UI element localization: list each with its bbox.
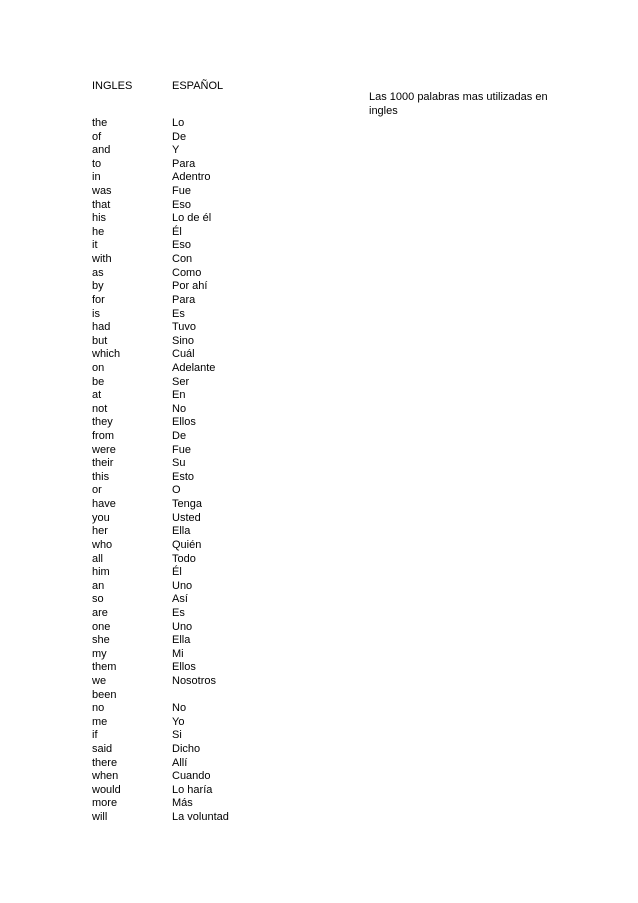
spanish-word: Lo bbox=[172, 117, 185, 129]
spanish-word: Ellos bbox=[172, 661, 196, 674]
word-row bbox=[92, 457, 292, 471]
spanish-word: Fue bbox=[172, 443, 191, 456]
word-row bbox=[92, 444, 292, 458]
english-word: there bbox=[92, 756, 118, 769]
english-word: them bbox=[92, 661, 117, 674]
spanish-word: Por ahí bbox=[172, 280, 208, 293]
word-row bbox=[92, 484, 292, 498]
word-row bbox=[92, 239, 292, 253]
english-word: had bbox=[92, 321, 111, 334]
spanish-word: Uno bbox=[172, 620, 193, 633]
word-row bbox=[92, 607, 292, 621]
english-word: she bbox=[92, 634, 110, 647]
english-word: you bbox=[92, 511, 110, 524]
spanish-word: Para bbox=[172, 157, 196, 170]
spanish-word: Esto bbox=[172, 470, 195, 483]
english-word: said bbox=[92, 743, 113, 756]
word-row bbox=[92, 621, 292, 635]
english-word: to bbox=[92, 157, 102, 170]
english-word: which bbox=[92, 348, 121, 361]
spanish-word: Como bbox=[172, 266, 202, 279]
word-row bbox=[92, 580, 292, 594]
document-note: Las 1000 palabras mas utilizadas en ingles bbox=[369, 91, 548, 117]
word-row bbox=[92, 294, 292, 308]
english-word: it bbox=[92, 239, 98, 252]
english-word: with bbox=[92, 253, 112, 266]
spanish-word: Yo bbox=[172, 715, 185, 728]
word-row bbox=[92, 729, 292, 743]
english-word: or bbox=[92, 484, 102, 497]
spanish-word: Lo haría bbox=[172, 783, 213, 796]
english-word: no bbox=[92, 702, 105, 715]
english-word: were bbox=[92, 443, 116, 456]
word-row bbox=[92, 362, 292, 376]
spanish-word: Y bbox=[172, 144, 180, 157]
english-word: of bbox=[92, 130, 102, 143]
english-word: be bbox=[92, 375, 105, 388]
spanish-word: Cuál bbox=[172, 348, 195, 361]
spanish-word: Lo de él bbox=[172, 212, 212, 225]
spanish-word: Es bbox=[172, 606, 185, 619]
english-word: was bbox=[92, 185, 112, 198]
english-word: so bbox=[92, 593, 104, 606]
spanish-word: Uno bbox=[172, 579, 193, 592]
english-word: me bbox=[92, 715, 108, 728]
english-word: who bbox=[92, 538, 113, 551]
english-word: is bbox=[92, 307, 100, 320]
spanish-word: Él bbox=[172, 566, 182, 579]
spanish-word: Adelante bbox=[172, 361, 216, 374]
word-row bbox=[92, 689, 292, 703]
english-word: they bbox=[92, 416, 113, 429]
word-row bbox=[92, 117, 292, 131]
english-word: from bbox=[92, 430, 114, 443]
spanish-word: De bbox=[172, 430, 187, 443]
spanish-word: Eso bbox=[172, 239, 191, 252]
spanish-word: Ellos bbox=[172, 416, 196, 429]
english-word: by bbox=[92, 280, 104, 293]
english-word: but bbox=[92, 334, 108, 347]
spanish-word: Fue bbox=[172, 185, 191, 198]
word-row bbox=[92, 376, 292, 390]
english-word: when bbox=[92, 770, 119, 783]
english-word: as bbox=[92, 266, 104, 279]
english-word: their bbox=[92, 457, 114, 470]
word-row bbox=[92, 770, 292, 784]
word-row bbox=[92, 566, 292, 580]
word-row bbox=[92, 593, 292, 607]
spanish-word: No bbox=[172, 702, 187, 715]
word-row bbox=[92, 498, 292, 512]
word-row bbox=[92, 743, 292, 757]
spanish-word: Es bbox=[172, 307, 185, 320]
word-row bbox=[92, 185, 292, 199]
word-row bbox=[92, 253, 292, 267]
english-word: would bbox=[92, 783, 121, 796]
column-header-spanish: ESPAÑOL bbox=[172, 80, 224, 92]
word-row bbox=[92, 280, 292, 294]
word-row bbox=[92, 212, 292, 226]
spanish-word: Tuvo bbox=[172, 321, 197, 334]
spanish-word: Mi bbox=[172, 647, 184, 660]
english-word: one bbox=[92, 620, 111, 633]
english-word: and bbox=[92, 144, 111, 157]
spanish-word: Él bbox=[172, 225, 182, 238]
spanish-word: Ella bbox=[172, 525, 191, 538]
word-row bbox=[92, 403, 292, 417]
english-word: if bbox=[92, 729, 98, 742]
spanish-word: Todo bbox=[172, 552, 196, 565]
word-row bbox=[92, 171, 292, 185]
spanish-word: No bbox=[172, 402, 187, 415]
spanish-word: Cuando bbox=[172, 770, 211, 783]
spanish-word: Nosotros bbox=[172, 674, 217, 687]
english-word: this bbox=[92, 470, 110, 483]
word-row bbox=[92, 702, 292, 716]
word-row bbox=[92, 784, 292, 798]
spanish-word: Así bbox=[172, 593, 188, 606]
english-word: will bbox=[92, 811, 108, 824]
spanish-word: Más bbox=[172, 797, 193, 810]
word-row bbox=[92, 158, 292, 172]
word-row bbox=[92, 811, 292, 825]
english-word: for bbox=[92, 293, 105, 306]
word-row bbox=[92, 634, 292, 648]
english-word: on bbox=[92, 361, 105, 374]
word-row bbox=[92, 335, 292, 349]
word-row bbox=[92, 553, 292, 567]
spanish-word: Su bbox=[172, 457, 186, 470]
spanish-word: De bbox=[172, 130, 187, 143]
spanish-word: La voluntad bbox=[172, 811, 229, 824]
word-row bbox=[92, 308, 292, 322]
spanish-word: Adentro bbox=[172, 171, 211, 184]
word-row bbox=[92, 661, 292, 675]
english-word: him bbox=[92, 566, 110, 579]
english-word: that bbox=[92, 198, 111, 211]
word-row bbox=[92, 648, 292, 662]
spanish-word: O bbox=[172, 484, 181, 497]
english-word: more bbox=[92, 797, 118, 810]
word-row bbox=[92, 389, 292, 403]
word-row bbox=[92, 512, 292, 526]
english-word: he bbox=[92, 225, 105, 238]
spanish-word: Sino bbox=[172, 334, 195, 347]
english-word: have bbox=[92, 498, 116, 511]
english-word: an bbox=[92, 579, 105, 592]
word-row bbox=[92, 226, 292, 240]
english-word: not bbox=[92, 402, 108, 415]
word-row bbox=[92, 144, 292, 158]
spanish-word: Quién bbox=[172, 538, 202, 551]
word-row bbox=[92, 471, 292, 485]
spanish-word: Eso bbox=[172, 198, 191, 211]
spanish-word: Allí bbox=[172, 756, 188, 769]
spanish-word: Ser bbox=[172, 375, 190, 388]
word-row bbox=[92, 525, 292, 539]
spanish-word: Si bbox=[172, 729, 182, 742]
column-header-english: INGLES bbox=[92, 80, 133, 92]
english-word: her bbox=[92, 525, 108, 538]
english-word: the bbox=[92, 117, 108, 129]
english-word: at bbox=[92, 389, 102, 402]
word-row bbox=[92, 539, 292, 553]
word-row bbox=[92, 430, 292, 444]
word-row bbox=[92, 131, 292, 145]
word-row bbox=[92, 199, 292, 213]
spanish-word: En bbox=[172, 389, 186, 402]
english-word: we bbox=[92, 674, 107, 687]
spanish-word: Ella bbox=[172, 634, 191, 647]
english-word: been bbox=[92, 688, 117, 701]
english-word: my bbox=[92, 647, 107, 660]
english-word: all bbox=[92, 552, 104, 565]
word-row bbox=[92, 348, 292, 362]
english-word: are bbox=[92, 606, 108, 619]
word-row bbox=[92, 321, 292, 335]
spanish-word: Dicho bbox=[172, 743, 201, 756]
word-row bbox=[92, 716, 292, 730]
english-word: his bbox=[92, 212, 107, 225]
word-row bbox=[92, 797, 292, 811]
spanish-word: Usted bbox=[172, 511, 201, 524]
spanish-word: Tenga bbox=[172, 498, 202, 511]
english-word: in bbox=[92, 171, 101, 184]
spanish-word: Para bbox=[172, 293, 196, 306]
word-row bbox=[92, 267, 292, 281]
word-list bbox=[92, 117, 292, 825]
word-row bbox=[92, 675, 292, 689]
word-row bbox=[92, 416, 292, 430]
spanish-word: Con bbox=[172, 253, 193, 266]
word-row bbox=[92, 757, 292, 771]
